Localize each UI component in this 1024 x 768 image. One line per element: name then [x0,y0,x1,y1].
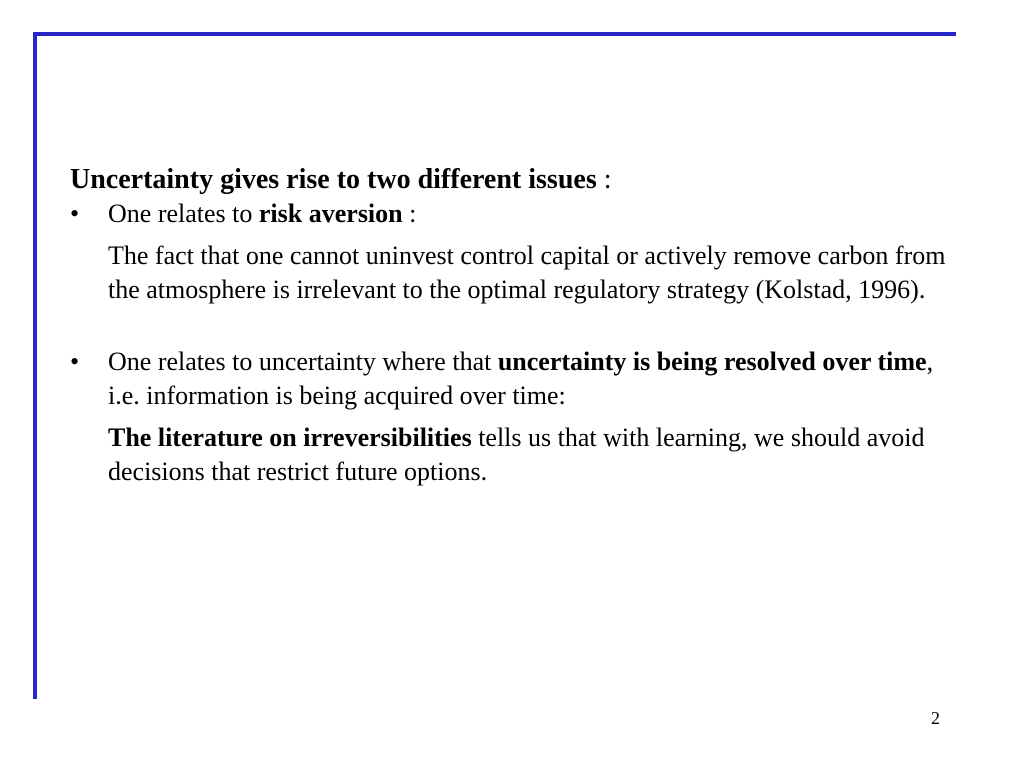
slide-heading [70,163,950,197]
bullet-line-pre: One relates to [108,199,259,228]
page-number: 2 [931,708,940,728]
bullet-line-bold: risk aversion [258,199,403,228]
bullet-detail-bold: The literature on irreversibilities [108,423,472,452]
bullet-risk-aversion [70,197,950,231]
bullet-marker: • [70,199,80,228]
bullet-line [108,197,950,231]
bullet-line-pre: One relates to uncertainty where that [108,347,498,376]
heading-bold: Uncertainty gives rise to two different issues [70,164,597,195]
heading-tail: : [596,164,612,195]
left-border-rule [33,32,37,699]
bullet-line-bold: uncertainty is being resolved over time [497,347,927,376]
bullet-marker: • [70,347,80,376]
bullet-detail: The fact that one cannot uninvest control capital or actively remove carbon from the atmosphere is irrelevant to the optimal regulatory strategy (Kolstad, 1996). [108,241,946,304]
slide-content [70,163,950,489]
bullet-uncertainty-resolved [70,345,950,413]
top-border-rule [33,32,956,36]
bullet-line [108,345,950,413]
bullet-detail-post: tells us that with learning, we should avoid decisions that restrict future options. [108,423,925,486]
bullet-detail [108,421,950,489]
bullet-line-post: : [402,199,417,228]
bullet-line-post: , i.e. information is being acquired over time: [108,347,934,410]
